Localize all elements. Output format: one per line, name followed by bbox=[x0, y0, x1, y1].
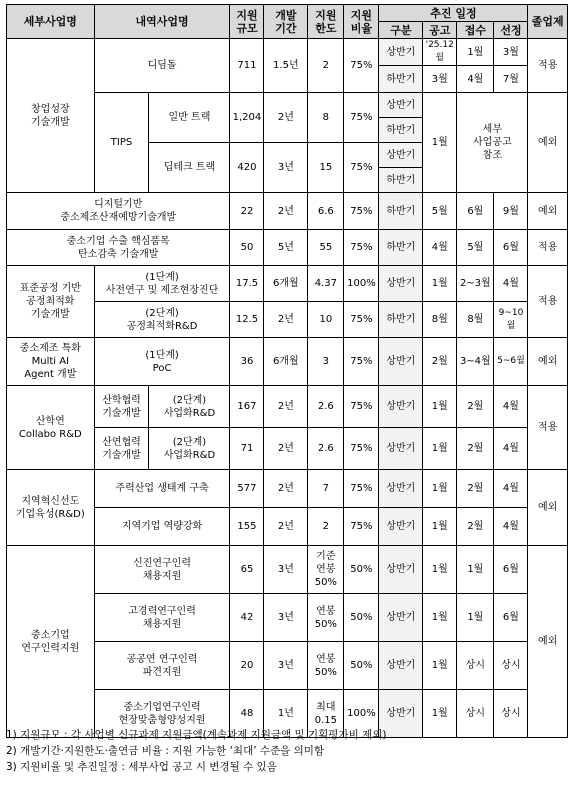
limit-cell: 연봉 50% bbox=[308, 594, 344, 642]
limit-cell: 2.6 bbox=[308, 428, 344, 470]
ratio-cell: 100% bbox=[344, 266, 379, 302]
limit-cell: 2 bbox=[308, 39, 344, 93]
business-name: 지역혁신선도 기업육성(R&D) bbox=[7, 470, 95, 546]
track-name: 딥테크 트랙 bbox=[149, 143, 230, 193]
scale-cell: 17.5 bbox=[230, 266, 264, 302]
seonjeong-cell: 7월 bbox=[494, 66, 528, 93]
ratio-cell: 75% bbox=[344, 338, 379, 386]
gubun-cell: 상반기 bbox=[379, 470, 423, 508]
period-cell: 2년 bbox=[264, 93, 308, 143]
ratio-cell: 75% bbox=[344, 193, 379, 230]
sub-name: 주력산업 생태계 구축 bbox=[94, 470, 230, 508]
header-period: 개발 기간 bbox=[264, 5, 308, 39]
limit-cell: 연봉 50% bbox=[308, 642, 344, 690]
gonggo-cell: 1월 bbox=[423, 594, 457, 642]
business-name: 중소제조 특화 Multi AI Agent 개발 bbox=[7, 338, 95, 386]
header-seonjeong: 선정 bbox=[494, 22, 528, 39]
scale-cell: 36 bbox=[230, 338, 264, 386]
business-name: 산학연 Collabo R&D bbox=[7, 386, 95, 470]
sub-name: (2단계) 공정최적화R&D bbox=[94, 302, 230, 338]
ratio-cell: 75% bbox=[344, 386, 379, 428]
gonggo-cell: 1월 bbox=[423, 266, 457, 302]
footnote-2: 2) 개발기간·지원한도·출연금 비율 : 지원 가능한 ‘최대’ 수준을 의미함 bbox=[6, 745, 325, 757]
seonjeong-cell: 4월 bbox=[494, 266, 528, 302]
period-cell: 1년 bbox=[264, 690, 308, 738]
sub-name: 디딤돌 bbox=[94, 39, 230, 93]
jeopsu-cell: 1월 bbox=[457, 546, 494, 594]
ratio-cell: 50% bbox=[344, 642, 379, 690]
graduation-cell: 예외 bbox=[528, 338, 568, 386]
jeopsu-cell: 2~3월 bbox=[457, 266, 494, 302]
business-name: 표준공정 기반 공정최적화 기술개발 bbox=[7, 266, 95, 338]
period-cell: 2년 bbox=[264, 193, 308, 230]
ratio-cell: 75% bbox=[344, 428, 379, 470]
period-cell: 5년 bbox=[264, 230, 308, 266]
program-schedule-table bbox=[6, 4, 568, 738]
gubun-cell: 상반기 bbox=[379, 39, 423, 66]
header-business: 세부사업명 bbox=[7, 5, 95, 39]
header-sub-business: 내역사업명 bbox=[94, 5, 230, 39]
ratio-cell: 75% bbox=[344, 230, 379, 266]
sub-name: (1단계) PoC bbox=[94, 338, 230, 386]
jeopsu-cell: 2월 bbox=[457, 508, 494, 546]
ratio-cell: 75% bbox=[344, 470, 379, 508]
graduation-cell: 적용 bbox=[528, 39, 568, 93]
sub-name: 신진연구인력 채용지원 bbox=[94, 546, 230, 594]
scale-cell: 71 bbox=[230, 428, 264, 470]
ratio-cell: 75% bbox=[344, 302, 379, 338]
gonggo-cell: 1월 bbox=[423, 428, 457, 470]
gubun-cell: 상반기 bbox=[379, 690, 423, 738]
business-name: 창업성장 기술개발 bbox=[7, 39, 95, 193]
scale-cell: 48 bbox=[230, 690, 264, 738]
track-name: 일반 트랙 bbox=[149, 93, 230, 143]
seonjeong-cell: 9월 bbox=[494, 193, 528, 230]
seonjeong-cell: 4월 bbox=[494, 470, 528, 508]
limit-cell: 6.6 bbox=[308, 193, 344, 230]
ratio-cell: 100% bbox=[344, 690, 379, 738]
gonggo-cell: '25.12월 bbox=[423, 39, 457, 66]
graduation-cell: 예외 bbox=[528, 546, 568, 738]
header-scale: 지원 규모 bbox=[230, 5, 264, 39]
seonjeong-cell: 5~6월 bbox=[494, 338, 528, 386]
schedule-note: 세부 사업공고 참조 bbox=[457, 93, 528, 193]
ratio-cell: 75% bbox=[344, 508, 379, 546]
jeopsu-cell: 6월 bbox=[457, 193, 494, 230]
scale-cell: 577 bbox=[230, 470, 264, 508]
gubun-cell: 하반기 bbox=[379, 193, 423, 230]
footnote-1: 1) 지원규모 : 각 사업별 신규과제 지원금액(계속과제 지원금액 및 기획평가비 제외) bbox=[6, 729, 387, 741]
scale-cell: 1,204 bbox=[230, 93, 264, 143]
header-graduation: 졸업제 bbox=[528, 5, 568, 39]
gubun-cell: 상반기 bbox=[379, 143, 423, 168]
gonggo-cell: 4월 bbox=[423, 230, 457, 266]
seonjeong-cell: 3월 bbox=[494, 39, 528, 66]
jeopsu-cell: 2월 bbox=[457, 386, 494, 428]
footnotes bbox=[6, 727, 568, 775]
gubun-cell: 상반기 bbox=[379, 386, 423, 428]
graduation-cell: 예외 bbox=[528, 93, 568, 193]
gubun-cell: 하반기 bbox=[379, 168, 423, 193]
header-ratio: 지원 비율 bbox=[344, 5, 379, 39]
ratio-cell: 75% bbox=[344, 93, 379, 143]
seonjeong-cell: 상시 bbox=[494, 642, 528, 690]
ratio-cell: 50% bbox=[344, 546, 379, 594]
seonjeong-cell: 4월 bbox=[494, 508, 528, 546]
jeopsu-cell: 1월 bbox=[457, 594, 494, 642]
seonjeong-cell: 상시 bbox=[494, 690, 528, 738]
gubun-cell: 상반기 bbox=[379, 266, 423, 302]
sub-name: (1단계) 사전연구 및 제조현장진단 bbox=[94, 266, 230, 302]
period-cell: 2년 bbox=[264, 302, 308, 338]
limit-cell: 2 bbox=[308, 508, 344, 546]
table-row bbox=[7, 470, 568, 508]
program-table-container bbox=[6, 4, 568, 738]
graduation-cell: 적용 bbox=[528, 230, 568, 266]
jeopsu-cell: 5월 bbox=[457, 230, 494, 266]
limit-cell: 4.37 bbox=[308, 266, 344, 302]
ratio-cell: 75% bbox=[344, 143, 379, 193]
period-cell: 2년 bbox=[264, 470, 308, 508]
scale-cell: 50 bbox=[230, 230, 264, 266]
gonggo-cell: 2월 bbox=[423, 338, 457, 386]
jeopsu-cell: 2월 bbox=[457, 428, 494, 470]
sub-name: 공공연 연구인력 파견지원 bbox=[94, 642, 230, 690]
jeopsu-cell: 4월 bbox=[457, 66, 494, 93]
gonggo-cell: 1월 bbox=[423, 690, 457, 738]
scale-cell: 22 bbox=[230, 193, 264, 230]
gonggo-cell: 1월 bbox=[423, 386, 457, 428]
gonggo-cell: 1월 bbox=[423, 508, 457, 546]
gonggo-cell: 1월 bbox=[423, 470, 457, 508]
gubun-cell: 상반기 bbox=[379, 546, 423, 594]
table-row bbox=[7, 546, 568, 594]
limit-cell: 15 bbox=[308, 143, 344, 193]
sub-name: 산학협력 기술개발 bbox=[94, 386, 149, 428]
gonggo-cell: 3월 bbox=[423, 66, 457, 93]
limit-cell: 8 bbox=[308, 93, 344, 143]
period-cell: 2년 bbox=[264, 386, 308, 428]
limit-cell: 10 bbox=[308, 302, 344, 338]
sub-name: 산연협력 기술개발 bbox=[94, 428, 149, 470]
business-name: 중소기업 수출 핵심품목 탄소감축 기술개발 bbox=[7, 230, 230, 266]
gonggo-cell: 1월 bbox=[423, 546, 457, 594]
gonggo-cell: 1월 bbox=[423, 93, 457, 193]
limit-cell: 3 bbox=[308, 338, 344, 386]
header-schedule: 추진 일정 bbox=[379, 5, 528, 22]
gonggo-cell: 5월 bbox=[423, 193, 457, 230]
gubun-cell: 하반기 bbox=[379, 302, 423, 338]
period-cell: 3년 bbox=[264, 594, 308, 642]
header-limit: 지원 한도 bbox=[308, 5, 344, 39]
gonggo-cell: 1월 bbox=[423, 642, 457, 690]
gubun-cell: 상반기 bbox=[379, 508, 423, 546]
seonjeong-cell: 4월 bbox=[494, 386, 528, 428]
table-row bbox=[7, 386, 568, 428]
header-row bbox=[7, 5, 568, 22]
seonjeong-cell: 6월 bbox=[494, 594, 528, 642]
scale-cell: 167 bbox=[230, 386, 264, 428]
jeopsu-cell: 8월 bbox=[457, 302, 494, 338]
period-cell: 2년 bbox=[264, 428, 308, 470]
graduation-cell: 적용 bbox=[528, 386, 568, 470]
header-gonggo: 공고 bbox=[423, 22, 457, 39]
scale-cell: 155 bbox=[230, 508, 264, 546]
table-row bbox=[7, 338, 568, 386]
seonjeong-cell: 9~10월 bbox=[494, 302, 528, 338]
scale-cell: 12.5 bbox=[230, 302, 264, 338]
graduation-cell: 적용 bbox=[528, 266, 568, 338]
header-jeopsu: 접수 bbox=[457, 22, 494, 39]
period-cell: 1.5년 bbox=[264, 39, 308, 93]
sub-name: 고경력연구인력 채용지원 bbox=[94, 594, 230, 642]
gubun-cell: 하반기 bbox=[379, 118, 423, 143]
scale-cell: 20 bbox=[230, 642, 264, 690]
limit-cell: 2.6 bbox=[308, 386, 344, 428]
gubun-cell: 상반기 bbox=[379, 428, 423, 470]
limit-cell: 기준 연봉 50% bbox=[308, 546, 344, 594]
scale-cell: 420 bbox=[230, 143, 264, 193]
jeopsu-cell: 3~4월 bbox=[457, 338, 494, 386]
gonggo-cell: 8월 bbox=[423, 302, 457, 338]
table-row bbox=[7, 39, 568, 66]
gubun-cell: 상반기 bbox=[379, 93, 423, 118]
gubun-cell: 상반기 bbox=[379, 594, 423, 642]
period-cell: 3년 bbox=[264, 143, 308, 193]
table-row bbox=[7, 266, 568, 302]
seonjeong-cell: 6월 bbox=[494, 546, 528, 594]
gubun-cell: 상반기 bbox=[379, 338, 423, 386]
ratio-cell: 75% bbox=[344, 39, 379, 93]
gubun-cell: 상반기 bbox=[379, 642, 423, 690]
gubun-cell: 하반기 bbox=[379, 66, 423, 93]
footnote-3: 3) 지원비율 및 추진일정 : 세부사업 공고 시 변경될 수 있음 bbox=[6, 761, 277, 773]
period-cell: 6개월 bbox=[264, 338, 308, 386]
scale-cell: 65 bbox=[230, 546, 264, 594]
stage-name: (2단계) 사업화R&D bbox=[149, 386, 230, 428]
ratio-cell: 50% bbox=[344, 594, 379, 642]
table-row bbox=[7, 193, 568, 230]
sub-name: 중소기업연구인력 현장맞춤형양성지원 bbox=[94, 690, 230, 738]
graduation-cell: 예외 bbox=[528, 193, 568, 230]
period-cell: 2년 bbox=[264, 508, 308, 546]
graduation-cell: 예외 bbox=[528, 470, 568, 546]
limit-cell: 7 bbox=[308, 470, 344, 508]
table-row bbox=[7, 230, 568, 266]
sub-name: 지역기업 역량강화 bbox=[94, 508, 230, 546]
seonjeong-cell: 6월 bbox=[494, 230, 528, 266]
header-gubun: 구분 bbox=[379, 22, 423, 39]
business-name: 디지털기반 중소제조산재예방기술개발 bbox=[7, 193, 230, 230]
period-cell: 3년 bbox=[264, 642, 308, 690]
period-cell: 3년 bbox=[264, 546, 308, 594]
jeopsu-cell: 상시 bbox=[457, 690, 494, 738]
seonjeong-cell: 4월 bbox=[494, 428, 528, 470]
period-cell: 6개월 bbox=[264, 266, 308, 302]
sub-name: TIPS bbox=[94, 93, 149, 193]
limit-cell: 최대 0.15 bbox=[308, 690, 344, 738]
jeopsu-cell: 2월 bbox=[457, 470, 494, 508]
scale-cell: 42 bbox=[230, 594, 264, 642]
jeopsu-cell: 1월 bbox=[457, 39, 494, 66]
jeopsu-cell: 상시 bbox=[457, 642, 494, 690]
business-name: 중소기업 연구인력지원 bbox=[7, 546, 95, 738]
scale-cell: 711 bbox=[230, 39, 264, 93]
gubun-cell: 하반기 bbox=[379, 230, 423, 266]
stage-name: (2단계) 사업화R&D bbox=[149, 428, 230, 470]
limit-cell: 55 bbox=[308, 230, 344, 266]
